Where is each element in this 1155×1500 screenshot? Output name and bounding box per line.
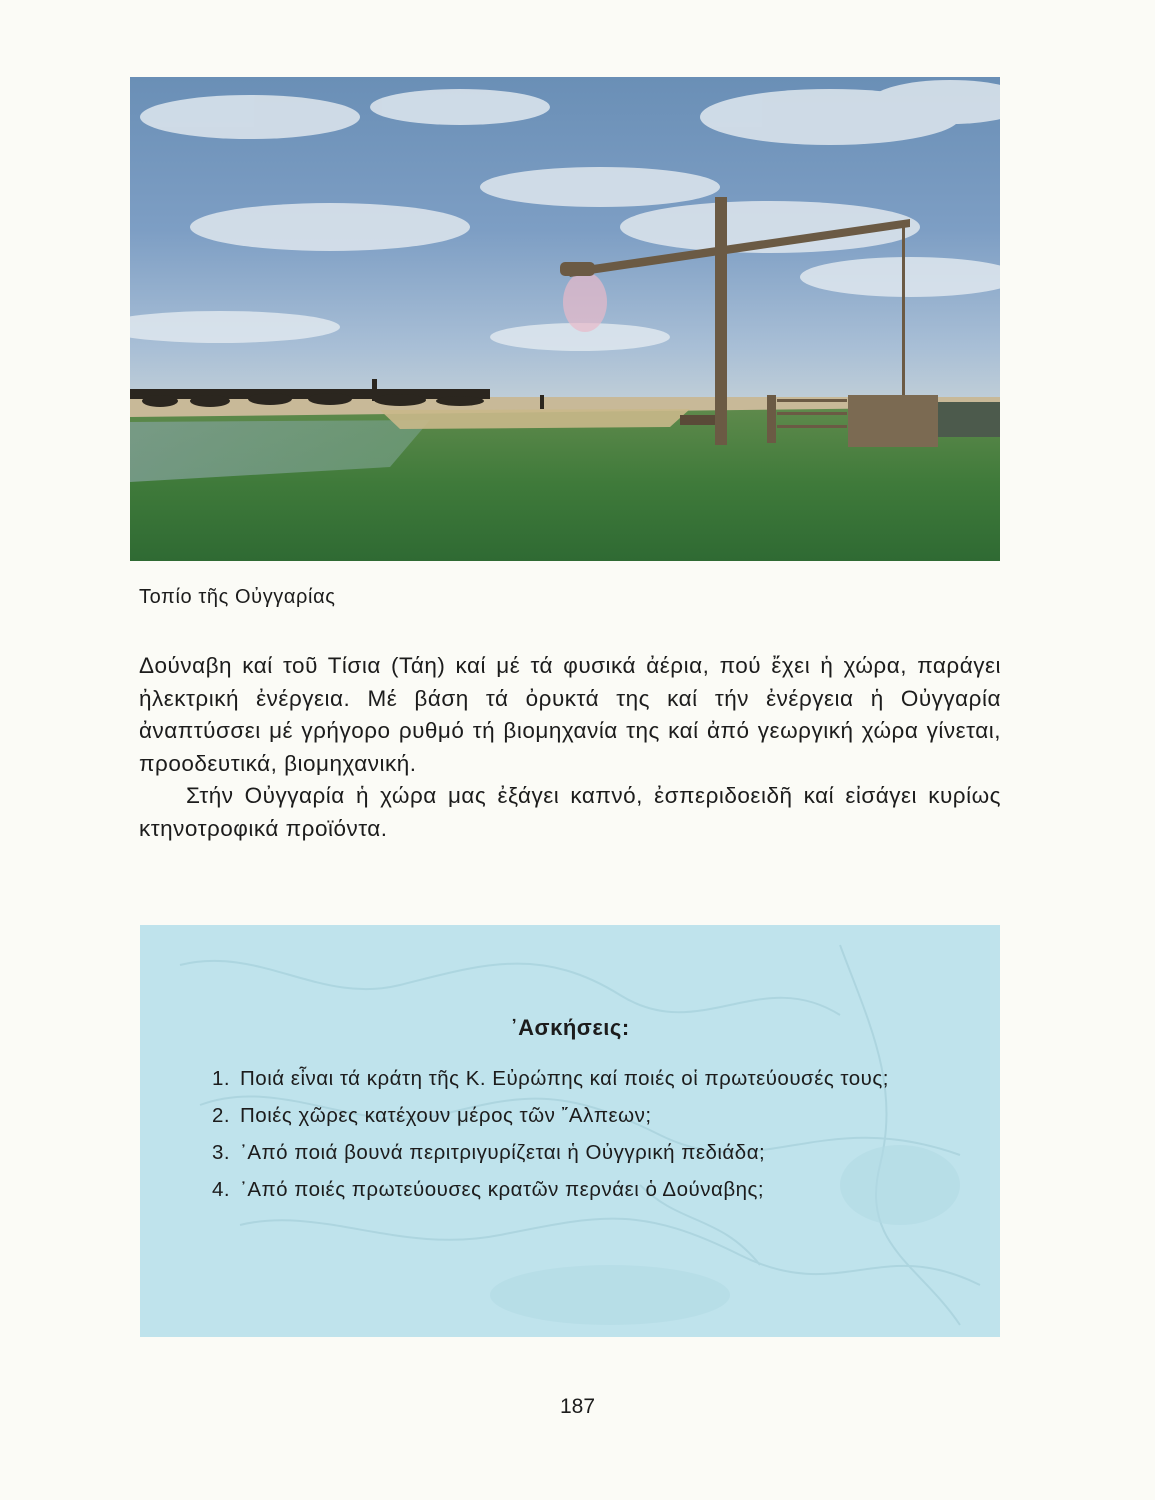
exercise-number: 1. [212,1067,231,1090]
exercise-item [212,1137,972,1168]
exercise-text: Ποιά εἶναι τά κράτη τῆς Κ. Εὐρώπης καί ποιές οἱ πρωτεύουσές τους; [240,1067,889,1090]
paragraph: Δούναβη καί τοῦ Τίσια (Τάη) καί μέ τά φυσικά ἀέρια, πού ἔχει ἡ χώρα, παράγει ἠλεκτρική ἐνέργεια. Μέ βάση τά ὀρυκτά της καί τήν ἐνέργεια ἡ Οὐγγαρία ἀναπτύσσει μέ γρήγορο ρυθμό τή βιομηχανία της καί ἀπό γεωργική χώρα γίνεται, προοδευτικά, βιομηχανική. [139,653,1001,776]
exercise-item [212,1063,972,1094]
exercise-text: ᾿Από ποιά βουνά περιτριγυρίζεται ἡ Οὐγγρική πεδιάδα; [240,1141,766,1164]
exercise-number: 2. [212,1104,231,1127]
exercise-text: ᾿Από ποιές πρωτεύουσες κρατῶν περνάει ὁ Δούναβης; [240,1178,765,1201]
exercises-list [212,1063,972,1211]
exercise-item [212,1100,972,1131]
page-number: 187 [559,1395,596,1418]
landscape-photo [130,77,1000,561]
exercise-item [212,1174,972,1205]
exercise-number: 3. [212,1141,231,1164]
photo-caption: Τοπίο τῆς Οὐγγαρίας [139,586,336,608]
exercise-number: 4. [212,1178,231,1201]
exercises-box [140,925,1000,1337]
puszta-landscape-image [130,77,1000,561]
paragraph: Στήν Οὐγγαρία ἡ χώρα μας ἐξάγει καπνό, ἐσπεριδοειδῆ καί εἰσάγει κυρίως κτηνοτροφικά προϊόντα. [139,783,1001,841]
body-text [139,650,1001,845]
exercise-text: Ποιές χῶρες κατέχουν μέρος τῶν ῎Αλπεων; [240,1104,652,1127]
exercises-title: ᾿Ασκήσεις: [510,1015,630,1040]
